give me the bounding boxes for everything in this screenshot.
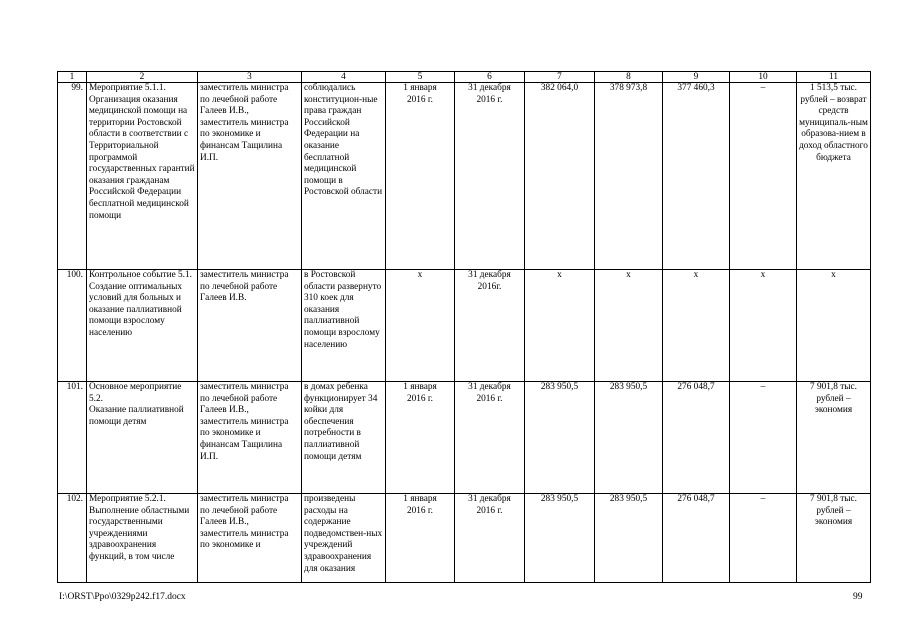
value-cell: 377 460,3	[663, 83, 730, 270]
page-number: 99	[853, 592, 863, 602]
result-cell: произведены расходы на содержание подведомствен-ных учреждений здравоохранения для оказания	[302, 494, 386, 583]
row-number: 99.	[58, 83, 87, 270]
table-header-row	[58, 72, 871, 83]
value-cell: –	[730, 494, 797, 583]
column-header: 10	[730, 72, 797, 83]
responsible-cell: заместитель министра по лечебной работе Галеев И.В., заместитель министра по экономике и финансам Тащилина И.П.	[198, 382, 302, 494]
table-row	[58, 382, 871, 494]
responsible-cell: заместитель министра по лечебной работе Галеев И.В., заместитель министра по экономике и финансам Тащилина И.П.	[198, 83, 302, 270]
value-cell: 283 950,5	[595, 494, 663, 583]
note-cell: х	[797, 270, 871, 382]
column-header: 2	[87, 72, 198, 83]
value-cell: –	[730, 382, 797, 494]
column-header: 9	[663, 72, 730, 83]
result-cell: соблюдались конституцион-ные права граждан Российской Федерации на оказание бесплатной медицинской помощи в Ростовской области	[302, 83, 386, 270]
note-cell: 7 901,8 тыс. рублей – экономия	[797, 494, 871, 583]
result-cell: в Ростовской области развернуто 310 коек для оказания паллиативной помощи взрослому населению	[302, 270, 386, 382]
measure-cell: Основное мероприятие 5.2. Оказание паллиативной помощи детям	[87, 382, 198, 494]
value-cell: –	[730, 83, 797, 270]
value-cell: 276 048,7	[663, 382, 730, 494]
column-header: 4	[302, 72, 386, 83]
document-path: I:\ORST\Ppo\0329p242.f17.docx	[59, 592, 186, 602]
start-date-cell: 1 января 2016 г.	[386, 83, 455, 270]
value-cell: х	[595, 270, 663, 382]
value-cell: 378 973,8	[595, 83, 663, 270]
note-cell: 1 513,5 тыс. рублей – возврат средств муниципаль-ным образова-нием в доход областного бюджета	[797, 83, 871, 270]
row-number: 102.	[58, 494, 87, 583]
end-date-cell: 31 декабря 2016 г.	[455, 494, 525, 583]
column-header: 5	[386, 72, 455, 83]
value-cell: х	[730, 270, 797, 382]
responsible-cell: заместитель министра по лечебной работе Галеев И.В.	[198, 270, 302, 382]
end-date-cell: 31 декабря 2016 г.	[455, 83, 525, 270]
value-cell: 283 950,5	[525, 382, 595, 494]
table-row	[58, 83, 871, 270]
measure-cell: Мероприятие 5.2.1. Выполнение областными государственными учреждениями здравоохранения функций, в том числе	[87, 494, 198, 583]
start-date-cell: 1 января 2016 г.	[386, 382, 455, 494]
value-cell: 283 950,5	[525, 494, 595, 583]
value-cell: 276 048,7	[663, 494, 730, 583]
measure-cell: Контрольное событие 5.1. Создание оптимальных условий для больных и оказание паллиативной помощи взрослому населению	[87, 270, 198, 382]
column-header: 8	[595, 72, 663, 83]
value-cell: 283 950,5	[595, 382, 663, 494]
note-cell: 7 901,8 тыс. рублей – экономия	[797, 382, 871, 494]
row-number: 101.	[58, 382, 87, 494]
column-header: 7	[525, 72, 595, 83]
result-cell: в домах ребенка функционирует 34 койки для обеспечения потребности в паллиативной помощи детям	[302, 382, 386, 494]
table-row	[58, 270, 871, 382]
value-cell: х	[663, 270, 730, 382]
table-row	[58, 494, 871, 583]
report-table	[57, 71, 871, 583]
start-date-cell: х	[386, 270, 455, 382]
end-date-cell: 31 декабря 2016 г.	[455, 382, 525, 494]
value-cell: х	[525, 270, 595, 382]
column-header: 3	[198, 72, 302, 83]
column-header: 1	[58, 72, 87, 83]
measure-cell: Мероприятие 5.1.1. Организация оказания медицинской помощи на территории Ростовской области в соответствии с Территориальной программой государственных гарантий оказания гражданам Российской Федерации бесплатной медицинской помощи	[87, 83, 198, 270]
column-header: 6	[455, 72, 525, 83]
value-cell: 382 064,0	[525, 83, 595, 270]
end-date-cell: 31 декабря 2016г.	[455, 270, 525, 382]
start-date-cell: 1 января 2016 г.	[386, 494, 455, 583]
responsible-cell: заместитель министра по лечебной работе Галеев И.В., заместитель министра по экономике и	[198, 494, 302, 583]
column-header: 11	[797, 72, 871, 83]
row-number: 100.	[58, 270, 87, 382]
